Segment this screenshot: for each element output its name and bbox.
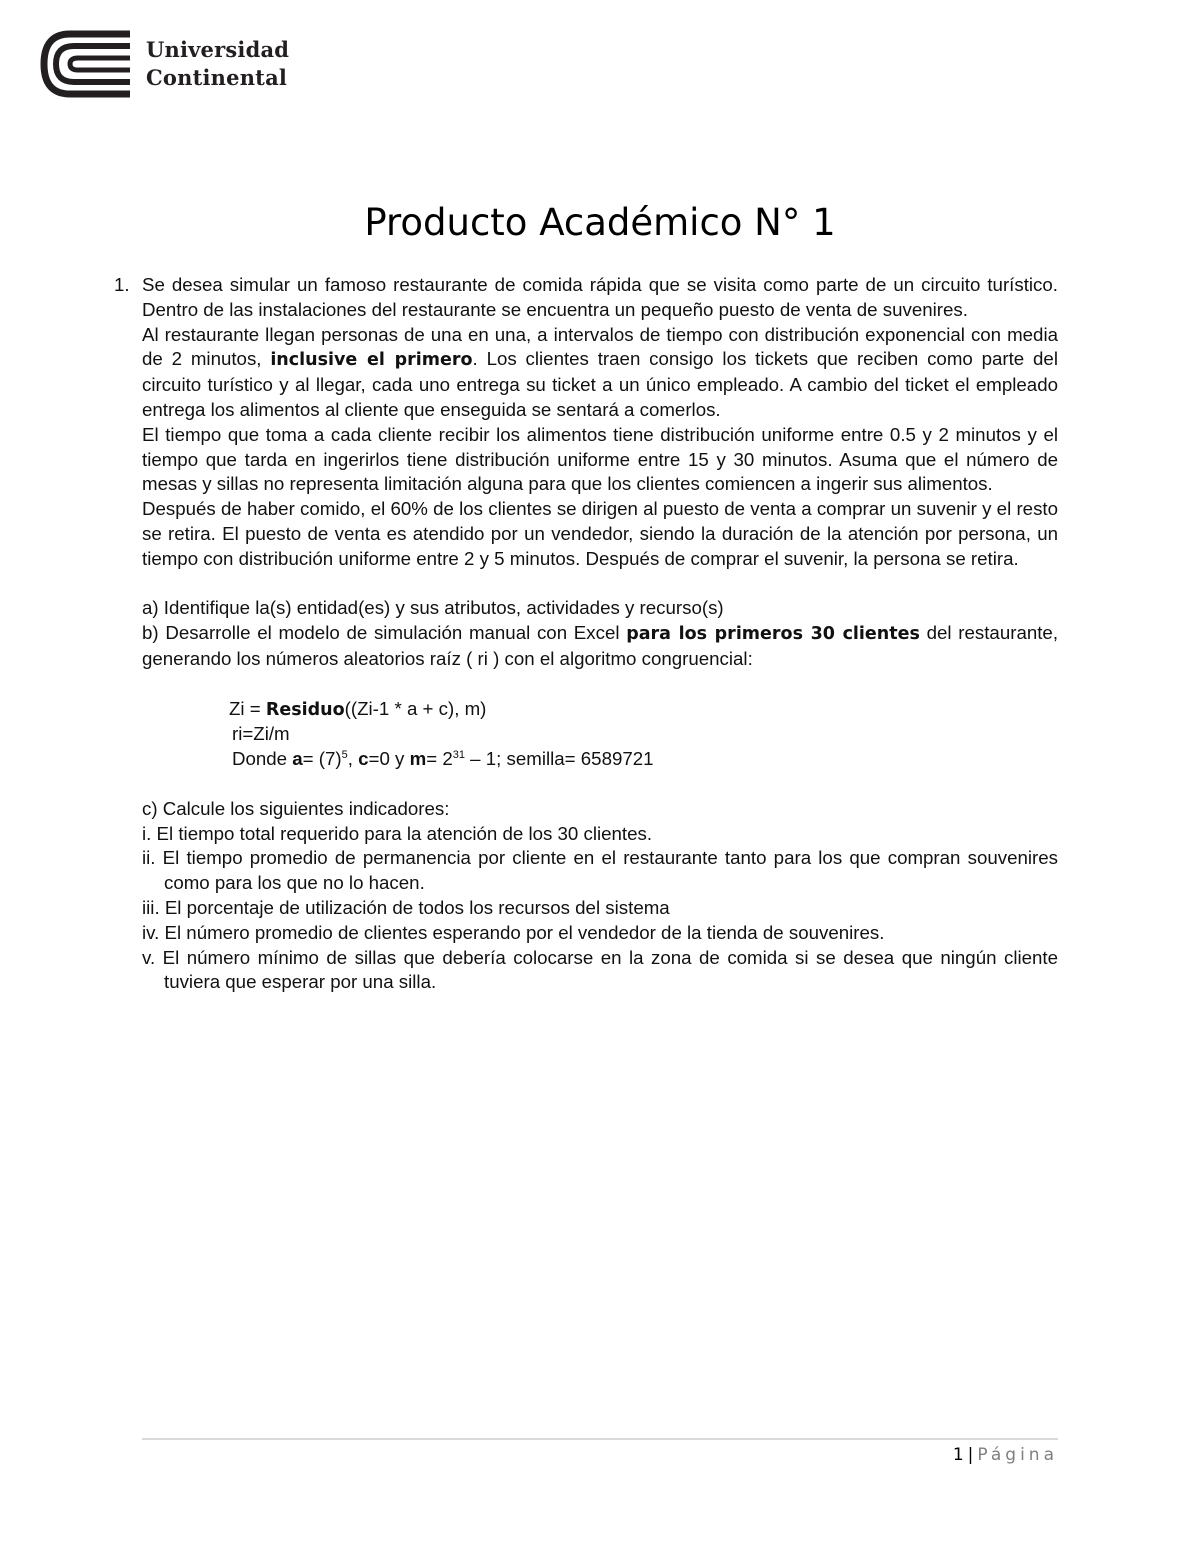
indicator-item: v. El número mínimo de sillas que debería colocarse en la zona de comida si se desea que ningún cliente tuviera que esperar por una silla. [142, 946, 1058, 993]
indicator-item: iii. El porcentaje de utilización de todos los recursos del sistema [142, 896, 670, 918]
emphasis-first-30: para los primeros 30 clientes [626, 624, 920, 645]
item-number: 1. [114, 274, 130, 295]
page-label: Página [977, 1445, 1058, 1465]
congruential-formula [142, 697, 1058, 772]
paragraph-arrivals: Al restaurante llegan personas de una en una, a intervalos de tiempo con distribución exponencial con media de 2 minutos, inclusive el primero. Los clientes traen consigo los tickets que reciben como parte del circuito turístico y al llegar, cada uno entrega su ticket a un único empleado. A cambio del ticket el empleado entrega los alimentos al cliente que enseguida se sentará a comerlos. [142, 323, 1058, 420]
footer-separator: | [967, 1445, 974, 1465]
question-b: b) Desarrolle el modelo de simulación manual con Excel para los primeros 30 clientes del restaurante, generando los números aleatorios raíz ( ri ) con el algoritmo congruencial: [142, 622, 1059, 669]
question-c: c) Calcule los siguientes indicadores: [142, 797, 450, 819]
indicator-item: i. El tiempo total requerido para la atención de los 30 clientes. [142, 822, 653, 844]
indicator-item: ii. El tiempo promedio de permanencia por cliente en el restaurante tanto para los que compran souvenires como para los que no lo hacen. [142, 847, 1058, 894]
paragraph-times: El tiempo que toma a cada cliente recibir los alimentos tiene distribución uniforme entre 0.5 y 2 minutos y el tiempo que tarda en ingerirlos tiene distribución uniforme entre 15 y 30 minutos. Asuma que el número de mesas y sillas no representa limitación alguna para que los clientes comiencen a ingerir sus alimentos. [142, 423, 1058, 495]
logo-line-1: Universidad [146, 37, 290, 62]
formula-line-params: Donde $a= (7)^5$, c=0 y $m= 2^{31} - 1$; semilla= 6589721 [232, 748, 654, 770]
page-footer [953, 1443, 1058, 1467]
indicator-item: iv. El número promedio de clientes esperando por el vendedor de la tienda de souvenires. [142, 921, 885, 943]
emphasis-inclusive: inclusive el primero [270, 350, 473, 371]
document-body [114, 273, 1059, 995]
logo-line-2: Continental [146, 65, 288, 90]
footer-divider [142, 1438, 1058, 1440]
formula-line-zi: Zi = Residuo((Zi-1 * a + c), m) [229, 697, 487, 720]
logo-wordmark [146, 36, 289, 92]
question-a: a) Identifique la(s) entidad(es) y sus atributos, actividades y recurso(s) [142, 597, 724, 619]
formula-line-ri: ri=Zi/m [232, 723, 290, 745]
page-number: 1 [952, 1445, 964, 1465]
paragraph-souvenir: Después de haber comido, el 60% de los clientes se dirigen al puesto de venta a comprar un suvenir y el resto se retira. El puesto de venta es atendido por un vendedor, siendo la duración de la atención por persona, un tiempo con distribución uniforme entre 2 y 5 minutos. Después de comprar el suvenir, la persona se retira. [142, 498, 1058, 569]
paragraph-intro: Se desea simular un famoso restaurante de comida rápida que se visita como parte de un circuito turístico. Dentro de las instalaciones del restaurante se encuentra un pequeño puesto de venta de suvenires. [142, 274, 1058, 320]
page-title: Producto Académico N° 1 [364, 201, 836, 244]
